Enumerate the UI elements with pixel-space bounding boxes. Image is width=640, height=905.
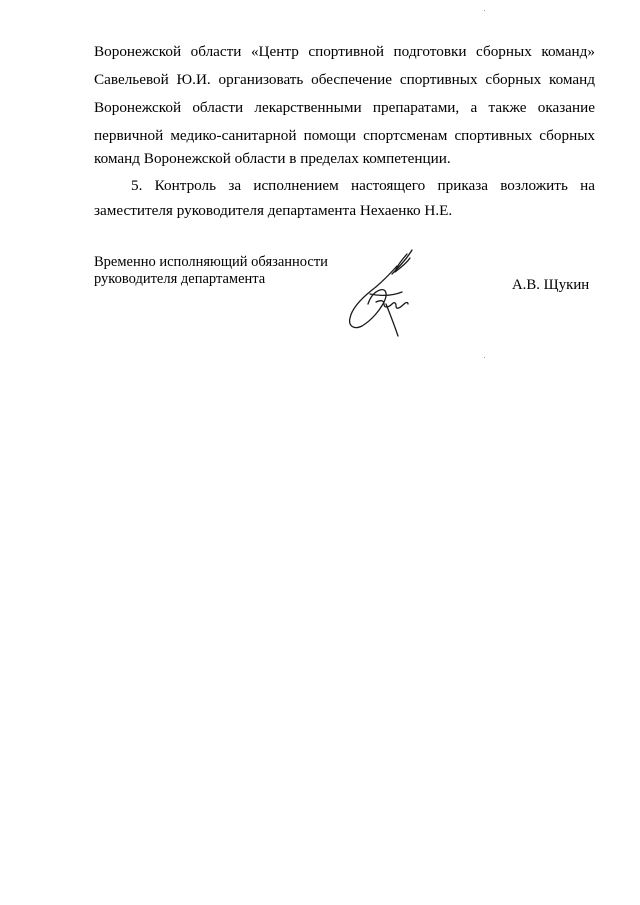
signatory-position-line: Временно исполняющий обязанности xyxy=(94,254,328,270)
handwritten-signature xyxy=(340,246,430,338)
paragraph-line: команд Воронежской области в пределах компетенции. xyxy=(94,150,451,167)
signatory-name: А.В. Щукин xyxy=(512,277,590,293)
paragraph-line: заместителя руководителя департамента Нехаенко Н.Е. xyxy=(94,202,453,219)
paragraph-line: Воронежской области лекарственными препаратами, а также оказание xyxy=(94,99,595,116)
signatory-position xyxy=(94,254,328,288)
paragraph-line: 5. Контроль за исполнением настоящего приказа возложить на xyxy=(131,177,595,194)
scan-speck xyxy=(484,357,485,358)
signatory-position-line: руководителя департамента xyxy=(94,271,266,287)
paragraph-line: первичной медико-санитарной помощи спортсменам спортивных сборных xyxy=(94,127,595,144)
scan-speck xyxy=(484,10,485,11)
paragraph-line: Савельевой Ю.И. организовать обеспечение спортивных сборных команд xyxy=(94,71,595,88)
paragraph-line: Воронежской области «Центр спортивной подготовки сборных команд» xyxy=(94,43,595,60)
